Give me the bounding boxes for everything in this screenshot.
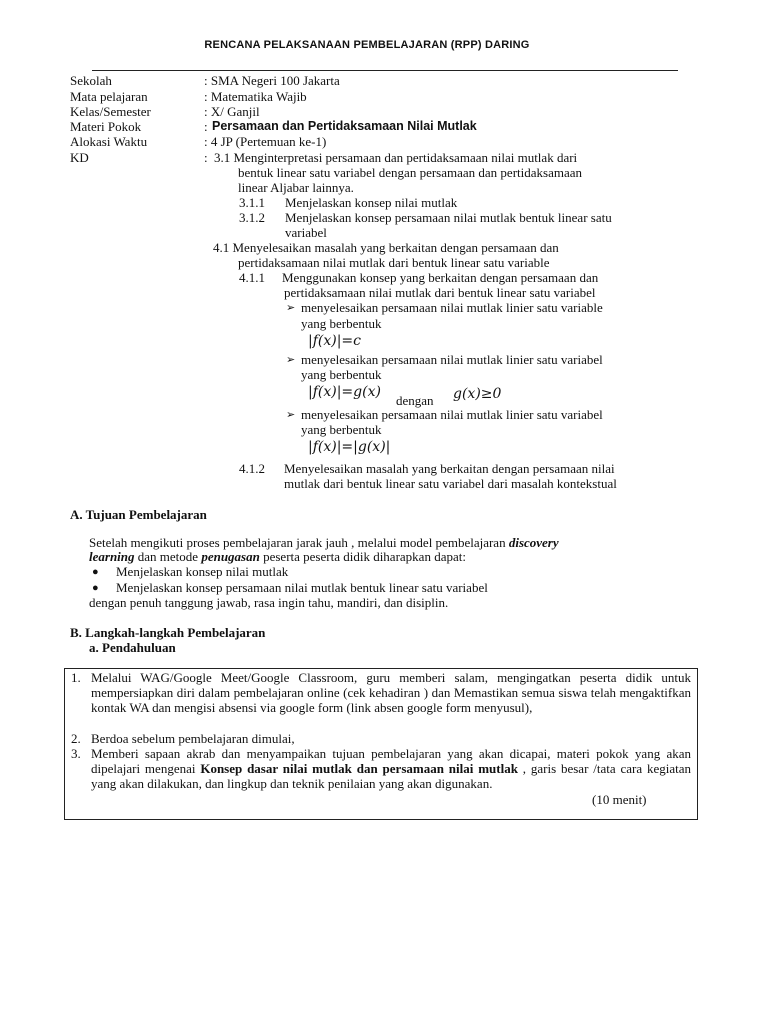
colon-kd: : (204, 150, 208, 165)
sub2-line1: menyelesaikan persamaan nilai mutlak linier satu variabel (301, 352, 603, 367)
kd-4-1-line1: 4.1 Menyelesaikan masalah yang berkaitan dengan persamaan dan (213, 240, 559, 255)
sub1-line1: menyelesaikan persamaan nilai mutlak linier satu variable (301, 300, 603, 315)
kd-3-1-line3: linear Aljabar lainnya. (238, 180, 354, 195)
bullet-dot-icon: ● (92, 566, 99, 578)
sub3-line2: yang berbentuk (301, 422, 382, 437)
formula-gx-geq-0: g(x)≥0 (453, 386, 502, 402)
arrow-bullet-icon: ➢ (286, 354, 296, 366)
section-a-heading: A. Tujuan Pembelajaran (70, 507, 207, 522)
section-a-paragraph-line1 (89, 535, 559, 550)
kd-4-1-1-text2: pertidaksamaan nilai mutlak dari bentuk linear satu variabel (284, 285, 596, 300)
kd-3-1-line2: bentuk linear satu variabel dengan persamaan dan pertidaksamaan (238, 165, 582, 180)
para-emphasis: penugasan (201, 549, 260, 564)
kd-3-1-1-text: Menjelaskan konsep nilai mutlak (285, 195, 458, 210)
duration-label: (10 menit) (592, 792, 647, 807)
kd-4-1-2-text: Menyelesaikan masalah yang berkaitan dengan persamaan nilai (284, 461, 615, 476)
para-text: Setelah mengikuti proses pembelajaran jarak jauh , melalui model pembelajaran (89, 535, 509, 550)
value-alokasi: : 4 JP (Pertemuan ke-1) (204, 134, 327, 149)
sub3-line1: menyelesaikan persamaan nilai mutlak linier satu variabel (301, 407, 603, 422)
objective-item: Menjelaskan konsep persamaan nilai mutlak bentuk linear satu variabel (116, 580, 488, 595)
arrow-bullet-icon: ➢ (286, 409, 296, 421)
list-text-part: , garis besar /tata cara kegiatan yang akan dilakukan, dan lingkup dan teknik penilaian yang akan digunakan. (91, 761, 691, 791)
section-a-closing: dengan penuh tanggung jawab, rasa ingin tahu, mandiri, dan disiplin. (89, 595, 449, 610)
label-materi: Materi Pokok (70, 119, 142, 134)
title-divider (92, 70, 678, 71)
label-mapel: Mata pelajaran (70, 89, 148, 104)
list-number: 1. (71, 670, 81, 685)
kd-3-1-2-text: Menjelaskan konsep persamaan nilai mutlak bentuk linear satu (285, 210, 612, 225)
formula-abs-fx-eq-abs-gx: |f(x)|=|g(x)| (308, 439, 391, 455)
label-kd: KD (70, 150, 89, 165)
pendahuluan-box (64, 668, 698, 820)
kd-4-1-1-text: Menggunakan konsep yang berkaitan dengan persamaan dan (282, 270, 599, 285)
sub1-line2: yang berbentuk (301, 316, 382, 331)
bullet-dot-icon: ● (92, 582, 99, 594)
objective-item: Menjelaskan konsep nilai mutlak (116, 564, 289, 579)
section-b-heading: B. Langkah-langkah Pembelajaran (70, 625, 266, 640)
para-text: dan metode (134, 549, 202, 564)
kd-4-1-2-num: 4.1.2 (239, 461, 265, 476)
label-kelas: Kelas/Semester (70, 104, 151, 119)
para-emphasis: discovery (508, 535, 559, 550)
value-sekolah: : SMA Negeri 100 Jakarta (204, 73, 340, 88)
list-number: 3. (71, 746, 81, 761)
sub2-line2: yang berbentuk (301, 367, 382, 382)
para-emphasis: learning (89, 549, 135, 564)
list-text: Melalui WAG/Google Meet/Google Classroom, guru memberi salam, mengingatkan peserta didik untuk mempersiapkan diri dalam pembelajaran online (cek kehadiran ) dan Memastikan semua siswa telah mengaktifkan kontak WA dan mengisi absensi via google form (link absen google form menyusul), (91, 670, 691, 715)
label-sekolah: Sekolah (70, 73, 112, 88)
formula-abs-fx-eq-gx: |f(x)|=g(x) (308, 384, 381, 400)
section-b-subheading: a. Pendahuluan (89, 640, 176, 655)
kd-3-1-1-num: 3.1.1 (239, 195, 265, 210)
list-number: 2. (71, 731, 81, 746)
list-text: Berdoa sebelum pembelajaran dimulai, (91, 731, 295, 746)
list-text-part: Memberi sapaan akrab dan menyampaikan tujuan pembelajaran yang akan dicapai, materi pokok yang akan dipelajari mengenai (91, 746, 691, 776)
page-title: RENCANA PELAKSANAAN PEMBELAJARAN (RPP) DARING (204, 39, 530, 51)
label-alokasi: Alokasi Waktu (70, 134, 148, 149)
dengan-text: dengan (396, 393, 434, 408)
value-mapel: : Matematika Wajib (204, 89, 307, 104)
value-kelas: : X/ Ganjil (204, 104, 260, 119)
arrow-bullet-icon: ➢ (286, 302, 296, 314)
list-text-bold: Konsep dasar nilai mutlak dan persamaan nilai mutlak (200, 761, 518, 776)
kd-4-1-1-num: 4.1.1 (239, 270, 265, 285)
para-text: peserta peserta didik diharapkan dapat: (259, 549, 466, 564)
list-text (91, 746, 691, 791)
section-a-paragraph-line2 (89, 549, 466, 564)
colon-materi: : (204, 119, 208, 134)
kd-3-1-line1: 3.1 Menginterpretasi persamaan dan pertidaksamaan nilai mutlak dari (214, 150, 578, 165)
value-materi: Persamaan dan Pertidaksamaan Nilai Mutlak (212, 119, 477, 133)
kd-4-1-line2: pertidaksamaan nilai mutlak dari bentuk linear satu variable (238, 255, 550, 270)
kd-3-1-2-num: 3.1.2 (239, 210, 265, 225)
kd-3-1-2-text2: variabel (285, 225, 327, 240)
formula-abs-fx-eq-c: |f(x)|=c (308, 333, 362, 349)
kd-4-1-2-text2: mutlak dari bentuk linear satu variabel dari masalah kontekstual (284, 476, 617, 491)
